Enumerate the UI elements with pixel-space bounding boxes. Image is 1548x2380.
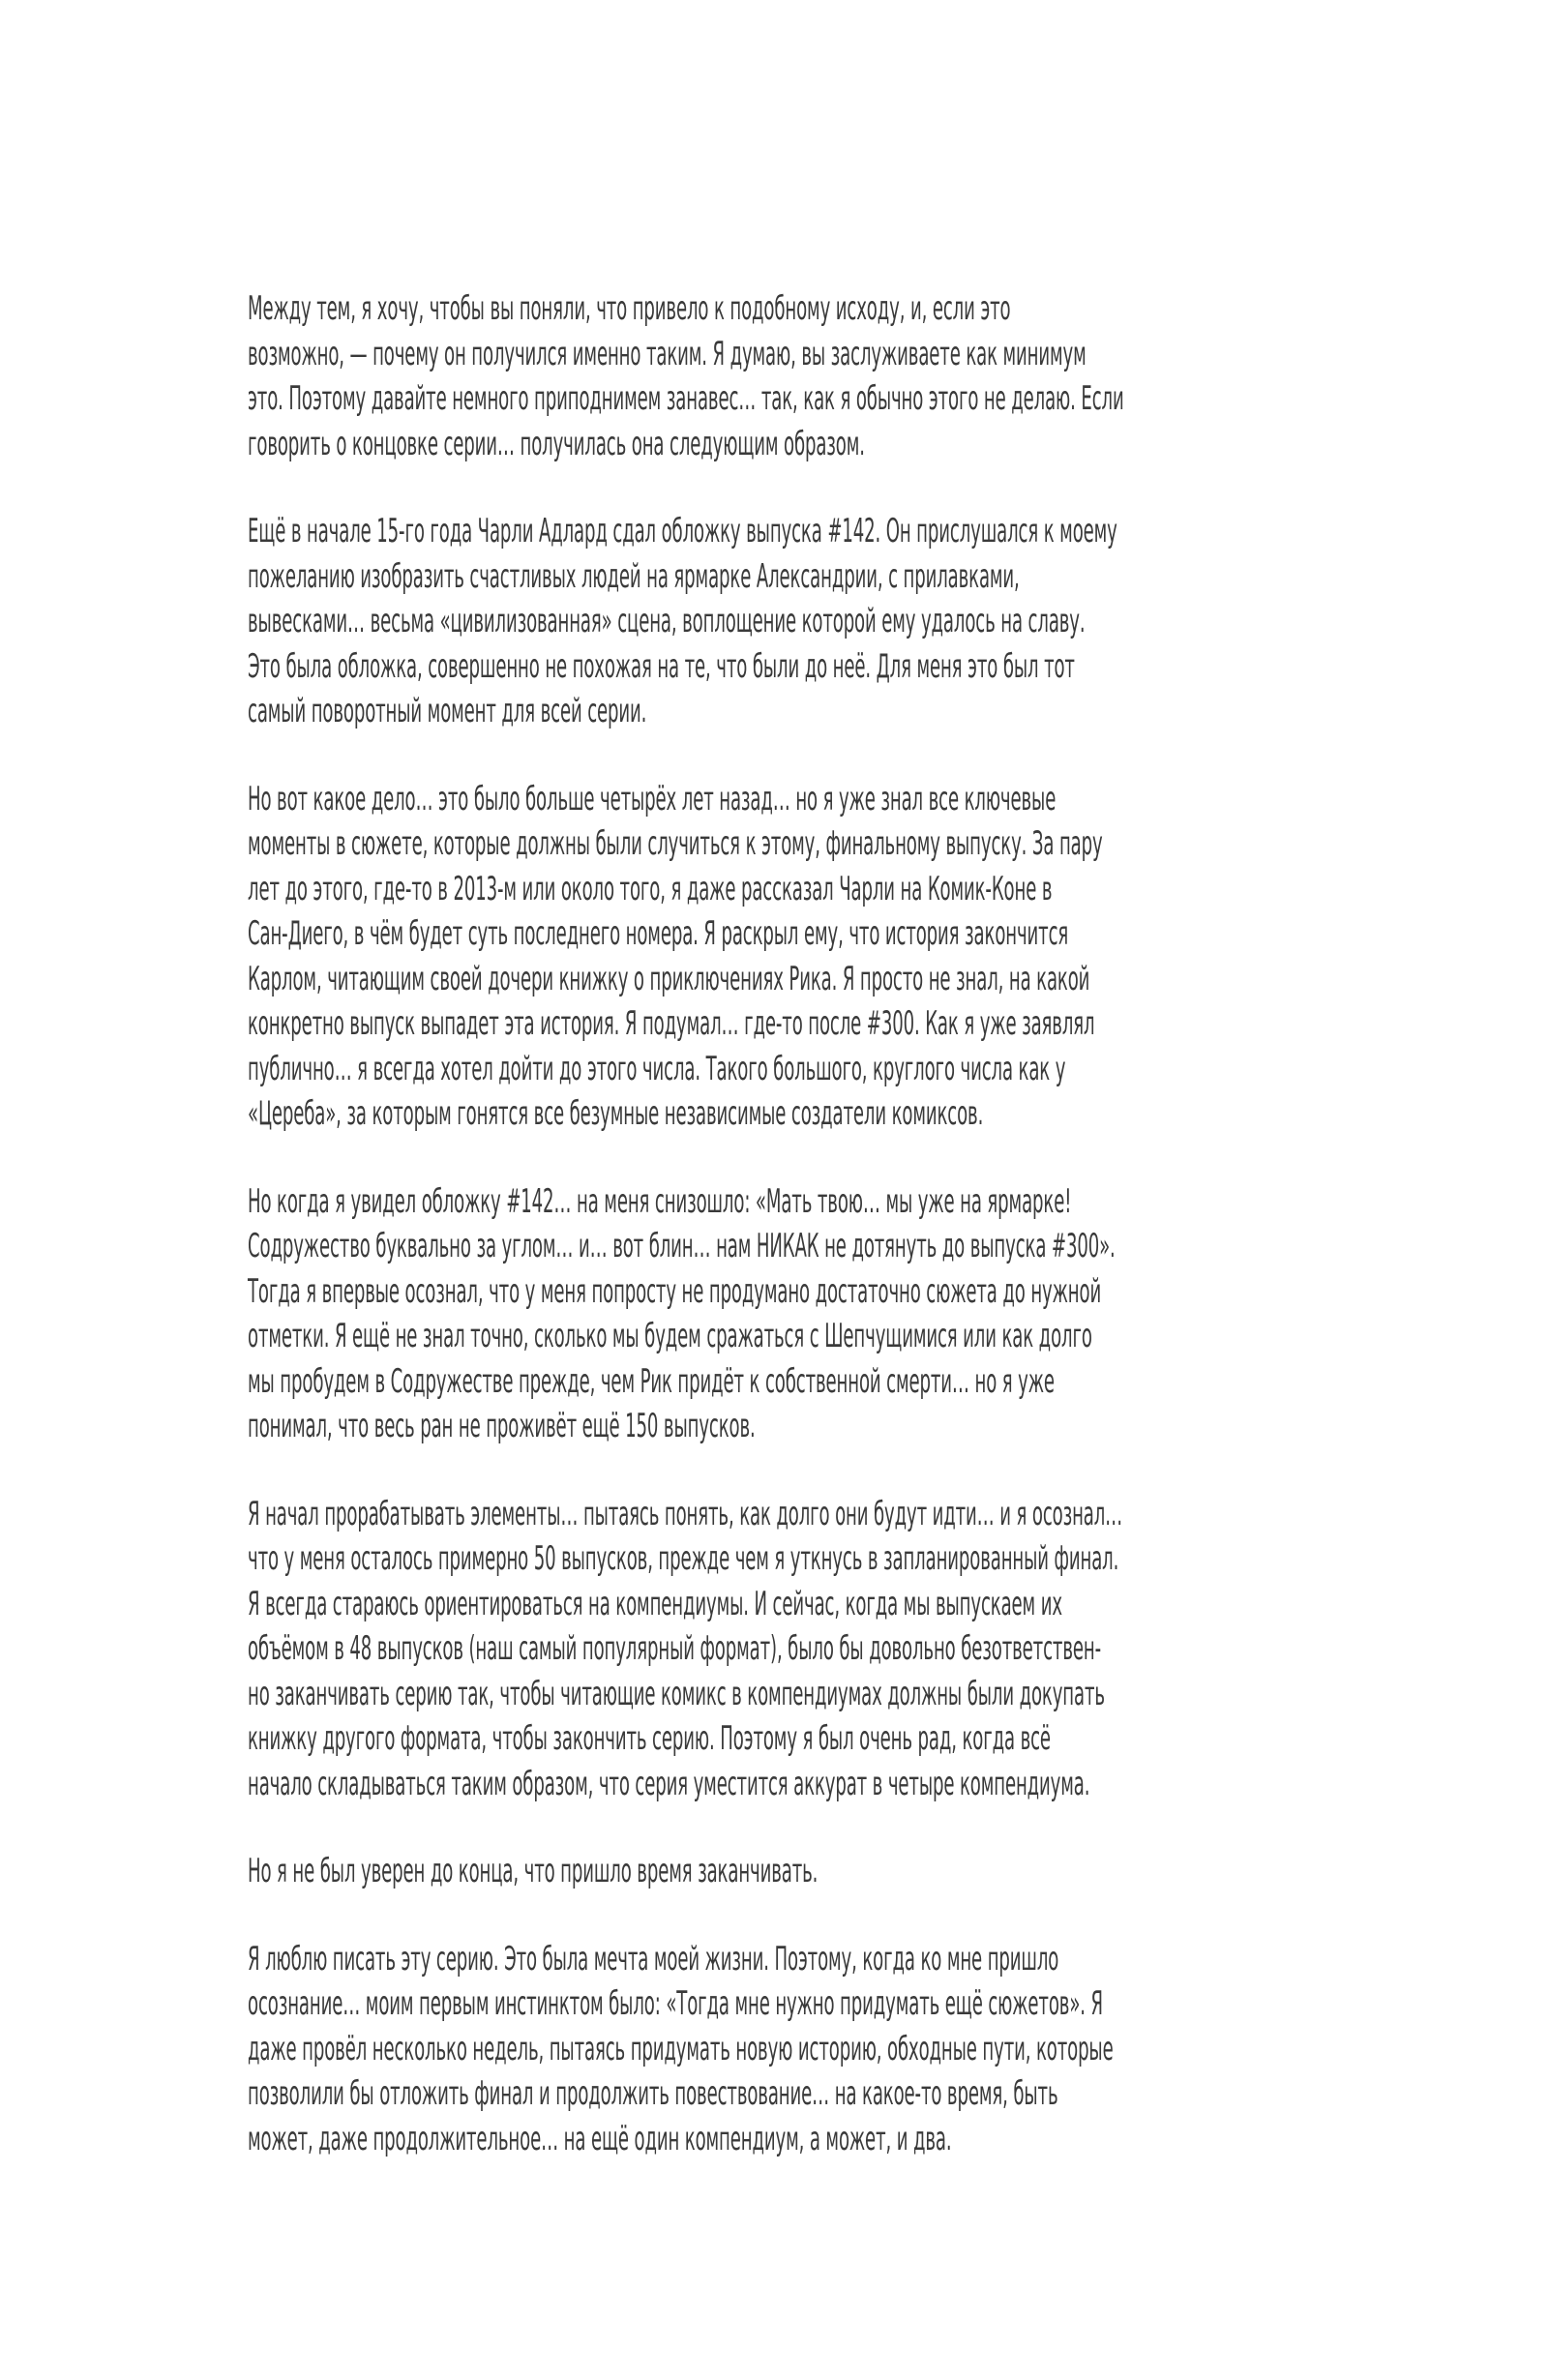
text-line: Я всегда стараюсь ориентироваться на компендиумы. И сейчас, когда мы выпускаем их (248, 1584, 1062, 1622)
text-line: Между тем, я хочу, чтобы вы поняли, что привело к подобному исходу, и, если это (248, 289, 1011, 327)
text-line: даже провёл несколько недель, пытаясь придумать новую историю, обходные пути, которые (248, 2029, 1114, 2068)
text-line: отметки. Я ещё не знал точно, сколько мы будем сражаться с Шепчущимися или как долго (248, 1317, 1092, 1354)
text-line: мы пробудем в Содружестве прежде, чем Рик придёт к собственной смерти… но я уже (248, 1361, 1055, 1400)
text-line: Ещё в начале 15-го года Чарли Адлард сдал обложку выпуска #142. Он прислушался к моему (248, 512, 1117, 550)
text-line: Это была обложка, совершенно не похожая на те, что были до неё. Для меня это был тот (248, 646, 1075, 685)
article-body (248, 286, 1302, 2204)
text-line: объёмом в 48 выпусков (наш самый популярный формат), было бы довольно безответствен- (248, 1629, 1101, 1667)
text-line: лет до этого, где-то в 2013-м или около того, я даже рассказал Чарли на Комик-Коне в (248, 869, 1053, 907)
text-line: Я начал прорабатывать элементы… пытаясь понять, как долго они будут идти… и я осознал… (248, 1494, 1123, 1532)
text-line: Но вот какое дело… это было больше четырёх лет назад… но я уже знал все ключевые (248, 779, 1057, 818)
text-line: понимал, что весь ран не проживёт ещё 150 выпусков. (248, 1407, 756, 1444)
text-line: может, даже продолжительное… на ещё один компендиум, а может, и два. (248, 2119, 952, 2157)
text-line: Карлом, читающим своей дочери книжку о приключениях Рика. Я просто не знал, на какой (248, 959, 1090, 997)
paragraph-1 (248, 286, 1302, 466)
text-line: это. Поэтому давайте немного приподнимем занавес… так, как я обычно этого не делаю. Если (248, 379, 1124, 417)
text-line: что у меня осталось примерно 50 выпусков, прежде чем я уткнусь в запланированный финал. (248, 1539, 1119, 1577)
text-line: публично… я всегда хотел дойти до этого числа. Такого большого, круглого числа как у (248, 1049, 1066, 1087)
paragraph-3 (248, 777, 1302, 1137)
text-line: самый поворотный момент для всей серии. (248, 692, 647, 729)
text-line: вывесками… весьма «цивилизованная» сцена, воплощение которой ему удалось на славу. (248, 602, 1086, 640)
paragraph-5 (248, 1492, 1302, 1807)
text-line: но заканчивать серию так, чтобы читающие комикс в компендиумах должны были докупать (248, 1674, 1105, 1712)
text-line: Но когда я увидел обложку #142… на меня снизошло: «Мать твою… мы уже на ярмарке! (248, 1181, 1072, 1220)
text-line: «Цереба», за которым гонятся все безумные независимые создатели комиксов. (248, 1094, 984, 1132)
text-line: моменты в сюжете, которые должны были случиться к этому, финальному выпуску. За пару (248, 824, 1103, 862)
paragraph-4 (248, 1179, 1302, 1449)
paragraph-7 (248, 1937, 1302, 2162)
text-line: Но я не был уверен до конца, что пришло время заканчивать. (248, 1852, 819, 1889)
paragraph-2 (248, 509, 1302, 734)
text-line: пожеланию изобразить счастливых людей на ярмарке Александрии, с прилавками, (248, 556, 1020, 595)
text-line: начало складываться таким образом, что серия уместится аккурат в четыре компендиума. (248, 1764, 1090, 1802)
text-line: конкретно выпуск выпадет эта история. Я подумал… где-то после #300. Как я уже заявлял (248, 1004, 1095, 1042)
text-line: позволили бы отложить финал и продолжить повествование… на какое-то время, быть (248, 2074, 1058, 2112)
text-line: возможно, — почему он получился именно таким. Я думаю, вы заслуживаете как минимум (248, 334, 1087, 372)
text-line: Сан-Диего, в чём будет суть последнего номера. Я раскрыл ему, что история закончится (248, 914, 1069, 952)
text-line: Я люблю писать эту серию. Это была мечта моей жизни. Поэтому, когда ко мне пришло (248, 1939, 1059, 1978)
paragraph-6 (248, 1849, 1302, 1894)
text-line: говорить о концовке серии… получилась она следующим образом. (248, 424, 865, 462)
text-line: осознание… моим первым инстинктом было: «Тогда мне нужно придумать ещё сюжетов». Я (248, 1984, 1103, 2022)
text-line: Тогда я впервые осознал, что у меня попросту не продумано достаточно сюжета до нужной (248, 1271, 1102, 1310)
text-line: Содружество буквально за углом… и… вот блин… нам НИКАК не дотянуть до выпуска #300». (248, 1227, 1116, 1264)
text-line: книжку другого формата, чтобы закончить серию. Поэтому я был очень рад, когда всё (248, 1719, 1051, 1757)
